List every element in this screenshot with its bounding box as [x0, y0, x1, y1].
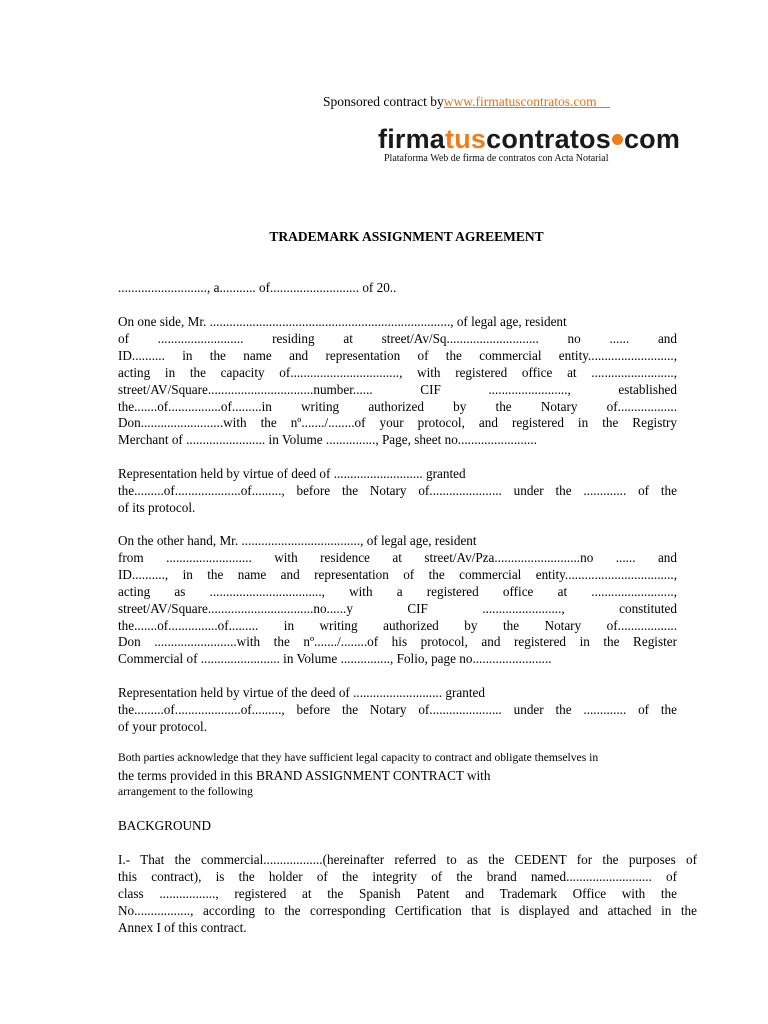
p3-line-4: acting as .................................., with a registered office at ........................., [118, 584, 677, 599]
sponsor-text: Sponsored contract by [323, 94, 444, 109]
p6-line-3: class ................., registered at the Spanish Patent and Trademark Office with the [118, 886, 677, 901]
document-title: TRADEMARK ASSIGNMENT AGREEMENT [269, 229, 544, 244]
sponsor-link[interactable]: www.firmatuscontratos.com [443, 94, 597, 109]
site-logo [378, 124, 681, 164]
background-heading: BACKGROUND [118, 818, 212, 833]
p3-line-7: Don .........................with the nº......./........of his protocol, and registered in the Register [118, 634, 677, 649]
p1-line-1: On one side, Mr. ........................................................................., of legal age, resident [118, 314, 567, 329]
date-line: ..........................., a........... of........................... of 20.. [118, 280, 397, 295]
p4-line-1: Representation held by virtue of the deed of ........................... granted [118, 685, 485, 700]
p3-line-8: Commercial of ........................ in Volume ..............., Folio, page no........................ [118, 651, 552, 666]
p6-line-4: No................., according to the corresponding Certification that is displayed and attached in the [118, 903, 697, 918]
p1-line-6: the.......of................of.........in writing authorized by the Notary of.................. [118, 399, 677, 414]
p1-line-8: Merchant of ........................ in Volume ..............., Page, sheet no........................ [118, 432, 537, 447]
p5-line-3: arrangement to the following [118, 785, 253, 798]
sponsor-line [323, 94, 610, 110]
p3-line-2: from .......................... with residence at street/Av/Pza..........................no ...... and [118, 550, 677, 565]
p4-line-3: of your protocol. [118, 719, 207, 734]
p1-line-7: Don.........................with the nº......./........of your protocol, and registered in the Registry [118, 415, 677, 430]
p2-line-2: the.........of....................of........., before the Notary of...................... under the ............. of the [118, 483, 677, 498]
p2-line-3: of its protocol. [118, 500, 196, 515]
p6-line-2: this contract), is the holder of the integrity of the brand named.......................... of [118, 869, 677, 884]
p4-line-2: the.........of....................of........., before the Notary of...................... under the ............. of the [118, 702, 677, 717]
logo-tagline: Plataforma Web de firma de contratos con Acta Notarial [384, 153, 609, 164]
p1-line-4: acting in the capacity of................................., with registered office at ........................., [118, 365, 677, 380]
logo-wordmark: firmatuscontratos com [378, 124, 681, 154]
logo-dot-icon [612, 134, 623, 145]
p5-line-2: the terms provided in this BRAND ASSIGNMENT CONTRACT with [118, 768, 491, 783]
p1-line-5: street/AV/Square................................number...... CIF ........................, established [118, 382, 677, 397]
p5-line-1: Both parties acknowledge that they have sufficient legal capacity to contract and obligate themselves in [118, 751, 599, 764]
p6-line-5: Annex I of this contract. [118, 920, 247, 935]
p1-line-3: ID.......... in the name and representation of the commercial entity.........................., [118, 348, 677, 363]
p6-line-1: I.- That the commercial..................(hereinafter referred to as the CEDENT for the purposes of [118, 852, 697, 867]
p1-line-2: of .......................... residing at street/Av/Sq............................ no ...... and [118, 331, 677, 346]
p3-line-6: the.......of...............of......... in writing authorized by the Notary of.................. [118, 618, 677, 633]
p2-line-1: Representation held by virtue of deed of ........................... granted [118, 466, 466, 481]
p3-line-3: ID.........., in the name and representation of the commercial entity................................., [118, 567, 677, 582]
p3-line-1: On the other hand, Mr. ...................................., of legal age, resident [118, 533, 477, 548]
p3-line-5: street/AV/Square................................no......y CIF ........................, constituted [118, 601, 677, 616]
